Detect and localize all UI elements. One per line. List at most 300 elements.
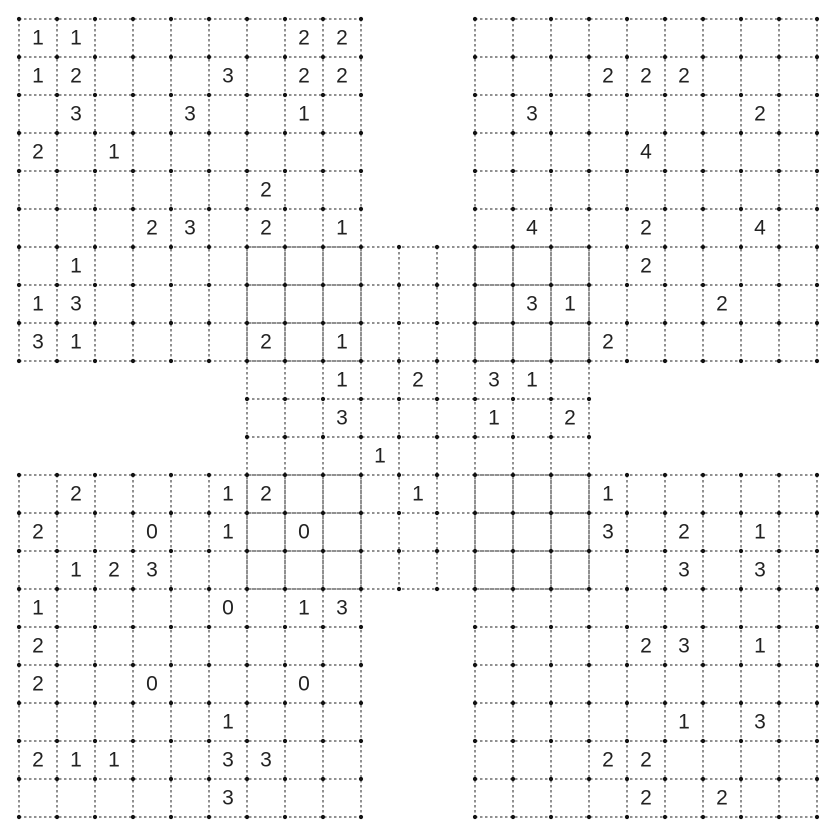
- lattice-dot: [587, 663, 591, 667]
- lattice-dot: [663, 207, 667, 211]
- lattice-dot: [739, 663, 743, 667]
- lattice-dot: [473, 359, 477, 363]
- clue-number[interactable]: 2: [640, 254, 652, 278]
- lattice-dot: [663, 777, 667, 781]
- clue-number[interactable]: 1: [70, 26, 82, 50]
- clue-number[interactable]: 3: [488, 368, 500, 392]
- clue-number[interactable]: 1: [564, 292, 576, 316]
- clue-number[interactable]: 2: [70, 64, 82, 88]
- lattice-dot: [701, 473, 705, 477]
- lattice-dot: [207, 169, 211, 173]
- lattice-dot: [397, 587, 401, 591]
- lattice-dot: [815, 473, 819, 477]
- lattice-dot: [473, 739, 477, 743]
- lattice-dot: [473, 815, 477, 819]
- lattice-dot: [93, 625, 97, 629]
- lattice-dot: [17, 777, 21, 781]
- lattice-dot: [625, 245, 629, 249]
- lattice-dot: [93, 739, 97, 743]
- lattice-dot: [625, 777, 629, 781]
- lattice-dot: [169, 131, 173, 135]
- lattice-dot: [93, 587, 97, 591]
- clue-number[interactable]: 2: [298, 64, 310, 88]
- lattice-dot: [359, 55, 363, 59]
- lattice-dot: [245, 283, 249, 287]
- clue-number[interactable]: 1: [222, 520, 234, 544]
- lattice-dot: [93, 321, 97, 325]
- clue-number[interactable]: 2: [716, 786, 728, 810]
- lattice-dot: [549, 283, 553, 287]
- clue-number[interactable]: 2: [32, 140, 44, 164]
- clue-number[interactable]: 1: [108, 748, 120, 772]
- lattice-dot: [511, 283, 515, 287]
- lattice-dot: [17, 815, 21, 819]
- lattice-dot: [587, 283, 591, 287]
- lattice-dot: [245, 625, 249, 629]
- lattice-dot: [321, 17, 325, 21]
- lattice-dot: [739, 245, 743, 249]
- lattice-dot: [207, 549, 211, 553]
- clue-number[interactable]: 1: [70, 748, 82, 772]
- clue-number[interactable]: 1: [374, 444, 386, 468]
- lattice-dot: [169, 17, 173, 21]
- lattice-dot: [473, 663, 477, 667]
- lattice-dot: [473, 245, 477, 249]
- clue-number[interactable]: 2: [640, 786, 652, 810]
- clue-number[interactable]: 3: [526, 292, 538, 316]
- lattice-dot: [511, 587, 515, 591]
- lattice-dot: [245, 739, 249, 743]
- lattice-dot: [815, 55, 819, 59]
- clue-number[interactable]: 1: [32, 64, 44, 88]
- lattice-dot: [397, 245, 401, 249]
- clue-number[interactable]: 2: [298, 26, 310, 50]
- clue-number[interactable]: 1: [678, 710, 690, 734]
- clue-number[interactable]: 2: [260, 482, 272, 506]
- clue-number[interactable]: 1: [298, 102, 310, 126]
- lattice-dot: [55, 93, 59, 97]
- grid-lines: [19, 19, 817, 817]
- lattice-dot: [815, 587, 819, 591]
- lattice-dot: [663, 549, 667, 553]
- clue-number[interactable]: 2: [32, 634, 44, 658]
- clue-number[interactable]: 3: [336, 596, 348, 620]
- lattice-dot: [93, 93, 97, 97]
- clue-number[interactable]: 3: [678, 558, 690, 582]
- lattice-dot: [625, 587, 629, 591]
- lattice-dot: [663, 169, 667, 173]
- lattice-dot: [93, 55, 97, 59]
- lattice-dot: [701, 245, 705, 249]
- lattice-dot: [511, 815, 515, 819]
- lattice-dot: [93, 359, 97, 363]
- lattice-dot: [777, 207, 781, 211]
- lattice-dot: [283, 93, 287, 97]
- lattice-dot: [131, 93, 135, 97]
- lattice-dot: [473, 321, 477, 325]
- lattice-dot: [283, 321, 287, 325]
- lattice-dot: [245, 245, 249, 249]
- lattice-dot: [93, 169, 97, 173]
- clue-number[interactable]: 2: [32, 672, 44, 696]
- clue-number[interactable]: 3: [260, 748, 272, 772]
- lattice-dot: [207, 473, 211, 477]
- lattice-dot: [587, 701, 591, 705]
- lattice-dot: [283, 55, 287, 59]
- lattice-dot: [473, 283, 477, 287]
- clue-number[interactable]: 1: [602, 482, 614, 506]
- lattice-dot: [701, 93, 705, 97]
- clue-number[interactable]: 2: [640, 216, 652, 240]
- clue-number[interactable]: 1: [70, 254, 82, 278]
- lattice-dot: [245, 131, 249, 135]
- clue-number[interactable]: 1: [70, 558, 82, 582]
- lattice-dot: [701, 321, 705, 325]
- lattice-dot: [815, 283, 819, 287]
- clue-number[interactable]: 2: [716, 292, 728, 316]
- lattice-dot: [663, 739, 667, 743]
- lattice-dot: [207, 245, 211, 249]
- lattice-dot: [207, 663, 211, 667]
- lattice-dot: [815, 739, 819, 743]
- clue-number[interactable]: 4: [526, 216, 538, 240]
- lattice-dot: [777, 511, 781, 515]
- clue-number[interactable]: 2: [336, 64, 348, 88]
- lattice-dot: [435, 321, 439, 325]
- clue-number[interactable]: 1: [32, 596, 44, 620]
- lattice-dot: [55, 55, 59, 59]
- lattice-dot: [169, 207, 173, 211]
- lattice-dot: [207, 93, 211, 97]
- lattice-dot: [17, 321, 21, 325]
- lattice-dot: [17, 131, 21, 135]
- lattice-dot: [93, 245, 97, 249]
- lattice-dot: [245, 169, 249, 173]
- lattice-dot: [207, 511, 211, 515]
- lattice-dot: [511, 397, 515, 401]
- lattice-dot: [321, 701, 325, 705]
- lattice-dot: [55, 207, 59, 211]
- lattice-dot: [397, 283, 401, 287]
- lattice-dot: [511, 701, 515, 705]
- lattice-dot: [397, 397, 401, 401]
- lattice-dot: [321, 549, 325, 553]
- lattice-dot: [131, 207, 135, 211]
- lattice-dot: [245, 587, 249, 591]
- lattice-dot: [587, 397, 591, 401]
- lattice-dot: [283, 245, 287, 249]
- lattice-dot: [321, 359, 325, 363]
- clue-number[interactable]: 1: [526, 368, 538, 392]
- clue-number[interactable]: 2: [678, 64, 690, 88]
- lattice-dot: [625, 549, 629, 553]
- clue-number[interactable]: 4: [640, 140, 652, 164]
- lattice-dot: [815, 663, 819, 667]
- lattice-dot: [777, 359, 781, 363]
- lattice-dot: [625, 169, 629, 173]
- clue-number[interactable]: 0: [146, 672, 158, 696]
- lattice-dot: [55, 701, 59, 705]
- lattice-dot: [169, 169, 173, 173]
- lattice-dot: [321, 131, 325, 135]
- lattice-dot: [283, 435, 287, 439]
- lattice-dot: [549, 321, 553, 325]
- lattice-dot: [587, 739, 591, 743]
- clue-number[interactable]: 2: [336, 26, 348, 50]
- clue-number[interactable]: 3: [754, 710, 766, 734]
- lattice-dot: [511, 321, 515, 325]
- lattice-dot: [55, 321, 59, 325]
- grid-dots: [17, 17, 819, 819]
- clue-number[interactable]: 3: [602, 520, 614, 544]
- lattice-dot: [245, 397, 249, 401]
- lattice-dot: [663, 55, 667, 59]
- lattice-dot: [321, 207, 325, 211]
- lattice-dot: [587, 245, 591, 249]
- clue-number[interactable]: 2: [602, 748, 614, 772]
- lattice-dot: [55, 815, 59, 819]
- lattice-dot: [17, 169, 21, 173]
- lattice-dot: [473, 169, 477, 173]
- lattice-dot: [777, 587, 781, 591]
- lattice-dot: [131, 587, 135, 591]
- lattice-dot: [625, 207, 629, 211]
- lattice-dot: [17, 283, 21, 287]
- clue-number[interactable]: 3: [754, 558, 766, 582]
- lattice-dot: [169, 93, 173, 97]
- lattice-dot: [169, 55, 173, 59]
- clue-number[interactable]: 1: [412, 482, 424, 506]
- lattice-dot: [435, 397, 439, 401]
- clue-number[interactable]: 2: [640, 64, 652, 88]
- lattice-dot: [55, 549, 59, 553]
- lattice-dot: [549, 587, 553, 591]
- lattice-dot: [701, 283, 705, 287]
- lattice-dot: [815, 17, 819, 21]
- clue-number[interactable]: 2: [602, 330, 614, 354]
- lattice-dot: [549, 815, 553, 819]
- lattice-dot: [359, 777, 363, 781]
- lattice-dot: [473, 17, 477, 21]
- clue-number[interactable]: 3: [146, 558, 158, 582]
- lattice-dot: [283, 625, 287, 629]
- clue-number[interactable]: 0: [146, 520, 158, 544]
- clue-number[interactable]: 3: [32, 330, 44, 354]
- clue-number[interactable]: 2: [260, 216, 272, 240]
- clue-number[interactable]: 3: [222, 786, 234, 810]
- lattice-dot: [207, 815, 211, 819]
- lattice-dot: [777, 701, 781, 705]
- clue-number[interactable]: 1: [32, 292, 44, 316]
- clue-number[interactable]: 1: [336, 330, 348, 354]
- lattice-dot: [701, 131, 705, 135]
- lattice-dot: [815, 777, 819, 781]
- lattice-dot: [17, 587, 21, 591]
- lattice-dot: [739, 777, 743, 781]
- clue-number[interactable]: 2: [640, 748, 652, 772]
- lattice-dot: [587, 815, 591, 819]
- clue-number[interactable]: 2: [412, 368, 424, 392]
- lattice-dot: [321, 663, 325, 667]
- lattice-dot: [17, 55, 21, 59]
- lattice-dot: [17, 245, 21, 249]
- clue-number[interactable]: 1: [336, 368, 348, 392]
- lattice-dot: [625, 625, 629, 629]
- clue-number[interactable]: 1: [336, 216, 348, 240]
- lattice-dot: [207, 207, 211, 211]
- lattice-dot: [739, 93, 743, 97]
- lattice-dot: [321, 739, 325, 743]
- clue-number[interactable]: 3: [526, 102, 538, 126]
- clue-number[interactable]: 3: [336, 406, 348, 430]
- clue-number[interactable]: 3: [184, 102, 196, 126]
- lattice-dot: [245, 777, 249, 781]
- clue-number[interactable]: 2: [640, 634, 652, 658]
- lattice-dot: [321, 777, 325, 781]
- lattice-dot: [131, 511, 135, 515]
- lattice-dot: [549, 549, 553, 553]
- lattice-dot: [93, 701, 97, 705]
- lattice-dot: [739, 625, 743, 629]
- clue-number[interactable]: 3: [678, 634, 690, 658]
- lattice-dot: [625, 359, 629, 363]
- clue-number[interactable]: 2: [260, 178, 272, 202]
- lattice-dot: [283, 739, 287, 743]
- lattice-dot: [663, 663, 667, 667]
- clue-number[interactable]: 1: [754, 634, 766, 658]
- clue-number[interactable]: 0: [298, 672, 310, 696]
- lattice-dot: [587, 435, 591, 439]
- lattice-dot: [625, 55, 629, 59]
- clue-number[interactable]: 2: [678, 520, 690, 544]
- lattice-dot: [701, 169, 705, 173]
- lattice-dot: [815, 245, 819, 249]
- clue-number[interactable]: 2: [32, 748, 44, 772]
- lattice-dot: [511, 93, 515, 97]
- lattice-dot: [777, 739, 781, 743]
- lattice-dot: [777, 321, 781, 325]
- lattice-dot: [587, 207, 591, 211]
- lattice-dot: [739, 131, 743, 135]
- lattice-dot: [17, 511, 21, 515]
- clue-number[interactable]: 1: [754, 520, 766, 544]
- lattice-dot: [17, 93, 21, 97]
- clue-number[interactable]: 1: [488, 406, 500, 430]
- lattice-dot: [587, 93, 591, 97]
- lattice-dot: [739, 549, 743, 553]
- clue-number[interactable]: 1: [222, 482, 234, 506]
- clue-number[interactable]: 2: [32, 520, 44, 544]
- lattice-dot: [17, 207, 21, 211]
- clue-number[interactable]: 0: [298, 520, 310, 544]
- lattice-dot: [511, 473, 515, 477]
- lattice-dot: [739, 283, 743, 287]
- lattice-dot: [549, 625, 553, 629]
- lattice-dot: [93, 777, 97, 781]
- lattice-dot: [663, 473, 667, 477]
- clue-number[interactable]: 3: [70, 102, 82, 126]
- clue-number[interactable]: 2: [70, 482, 82, 506]
- lattice-dot: [701, 777, 705, 781]
- clue-number[interactable]: 2: [564, 406, 576, 430]
- lattice-dot: [663, 587, 667, 591]
- clue-number[interactable]: 3: [222, 748, 234, 772]
- lattice-dot: [739, 815, 743, 819]
- lattice-dot: [815, 511, 819, 515]
- lattice-dot: [321, 283, 325, 287]
- lattice-dot: [55, 17, 59, 21]
- lattice-dot: [663, 511, 667, 515]
- lattice-dot: [701, 549, 705, 553]
- lattice-dot: [397, 321, 401, 325]
- lattice-dot: [663, 701, 667, 705]
- clue-number[interactable]: 2: [108, 558, 120, 582]
- clue-number[interactable]: 2: [260, 330, 272, 354]
- lattice-dot: [549, 131, 553, 135]
- lattice-dot: [245, 359, 249, 363]
- lattice-dot: [169, 663, 173, 667]
- lattice-dot: [131, 169, 135, 173]
- clue-number[interactable]: 1: [108, 140, 120, 164]
- clue-number[interactable]: 2: [754, 102, 766, 126]
- lattice-dot: [93, 473, 97, 477]
- lattice-dot: [815, 815, 819, 819]
- lattice-dot: [359, 701, 363, 705]
- clue-number[interactable]: 1: [222, 710, 234, 734]
- lattice-dot: [511, 17, 515, 21]
- lattice-dot: [397, 549, 401, 553]
- lattice-dot: [549, 739, 553, 743]
- lattice-dot: [359, 815, 363, 819]
- lattice-dot: [587, 549, 591, 553]
- lattice-dot: [397, 435, 401, 439]
- lattice-dot: [549, 207, 553, 211]
- lattice-dot: [321, 511, 325, 515]
- lattice-dot: [587, 17, 591, 21]
- lattice-dot: [17, 701, 21, 705]
- lattice-dot: [17, 663, 21, 667]
- lattice-dot: [359, 473, 363, 477]
- lattice-dot: [663, 283, 667, 287]
- lattice-dot: [283, 131, 287, 135]
- clue-number[interactable]: 3: [184, 216, 196, 240]
- clue-number[interactable]: 1: [298, 596, 310, 620]
- lattice-dot: [815, 131, 819, 135]
- clue-number[interactable]: 2: [146, 216, 158, 240]
- lattice-dot: [435, 245, 439, 249]
- lattice-dot: [55, 169, 59, 173]
- clue-number[interactable]: 2: [602, 64, 614, 88]
- lattice-dot: [625, 701, 629, 705]
- lattice-dot: [55, 663, 59, 667]
- clue-number[interactable]: 4: [754, 216, 766, 240]
- lattice-dot: [359, 739, 363, 743]
- clue-number[interactable]: 0: [222, 596, 234, 620]
- lattice-dot: [549, 473, 553, 477]
- lattice-dot: [739, 55, 743, 59]
- clue-number[interactable]: 3: [222, 64, 234, 88]
- lattice-dot: [169, 321, 173, 325]
- lattice-dot: [777, 55, 781, 59]
- clue-number[interactable]: 1: [32, 26, 44, 50]
- lattice-dot: [625, 663, 629, 667]
- lattice-dot: [587, 359, 591, 363]
- lattice-dot: [93, 549, 97, 553]
- lattice-dot: [473, 131, 477, 135]
- lattice-dot: [473, 777, 477, 781]
- clue-number[interactable]: 1: [70, 330, 82, 354]
- clue-number[interactable]: 3: [70, 292, 82, 316]
